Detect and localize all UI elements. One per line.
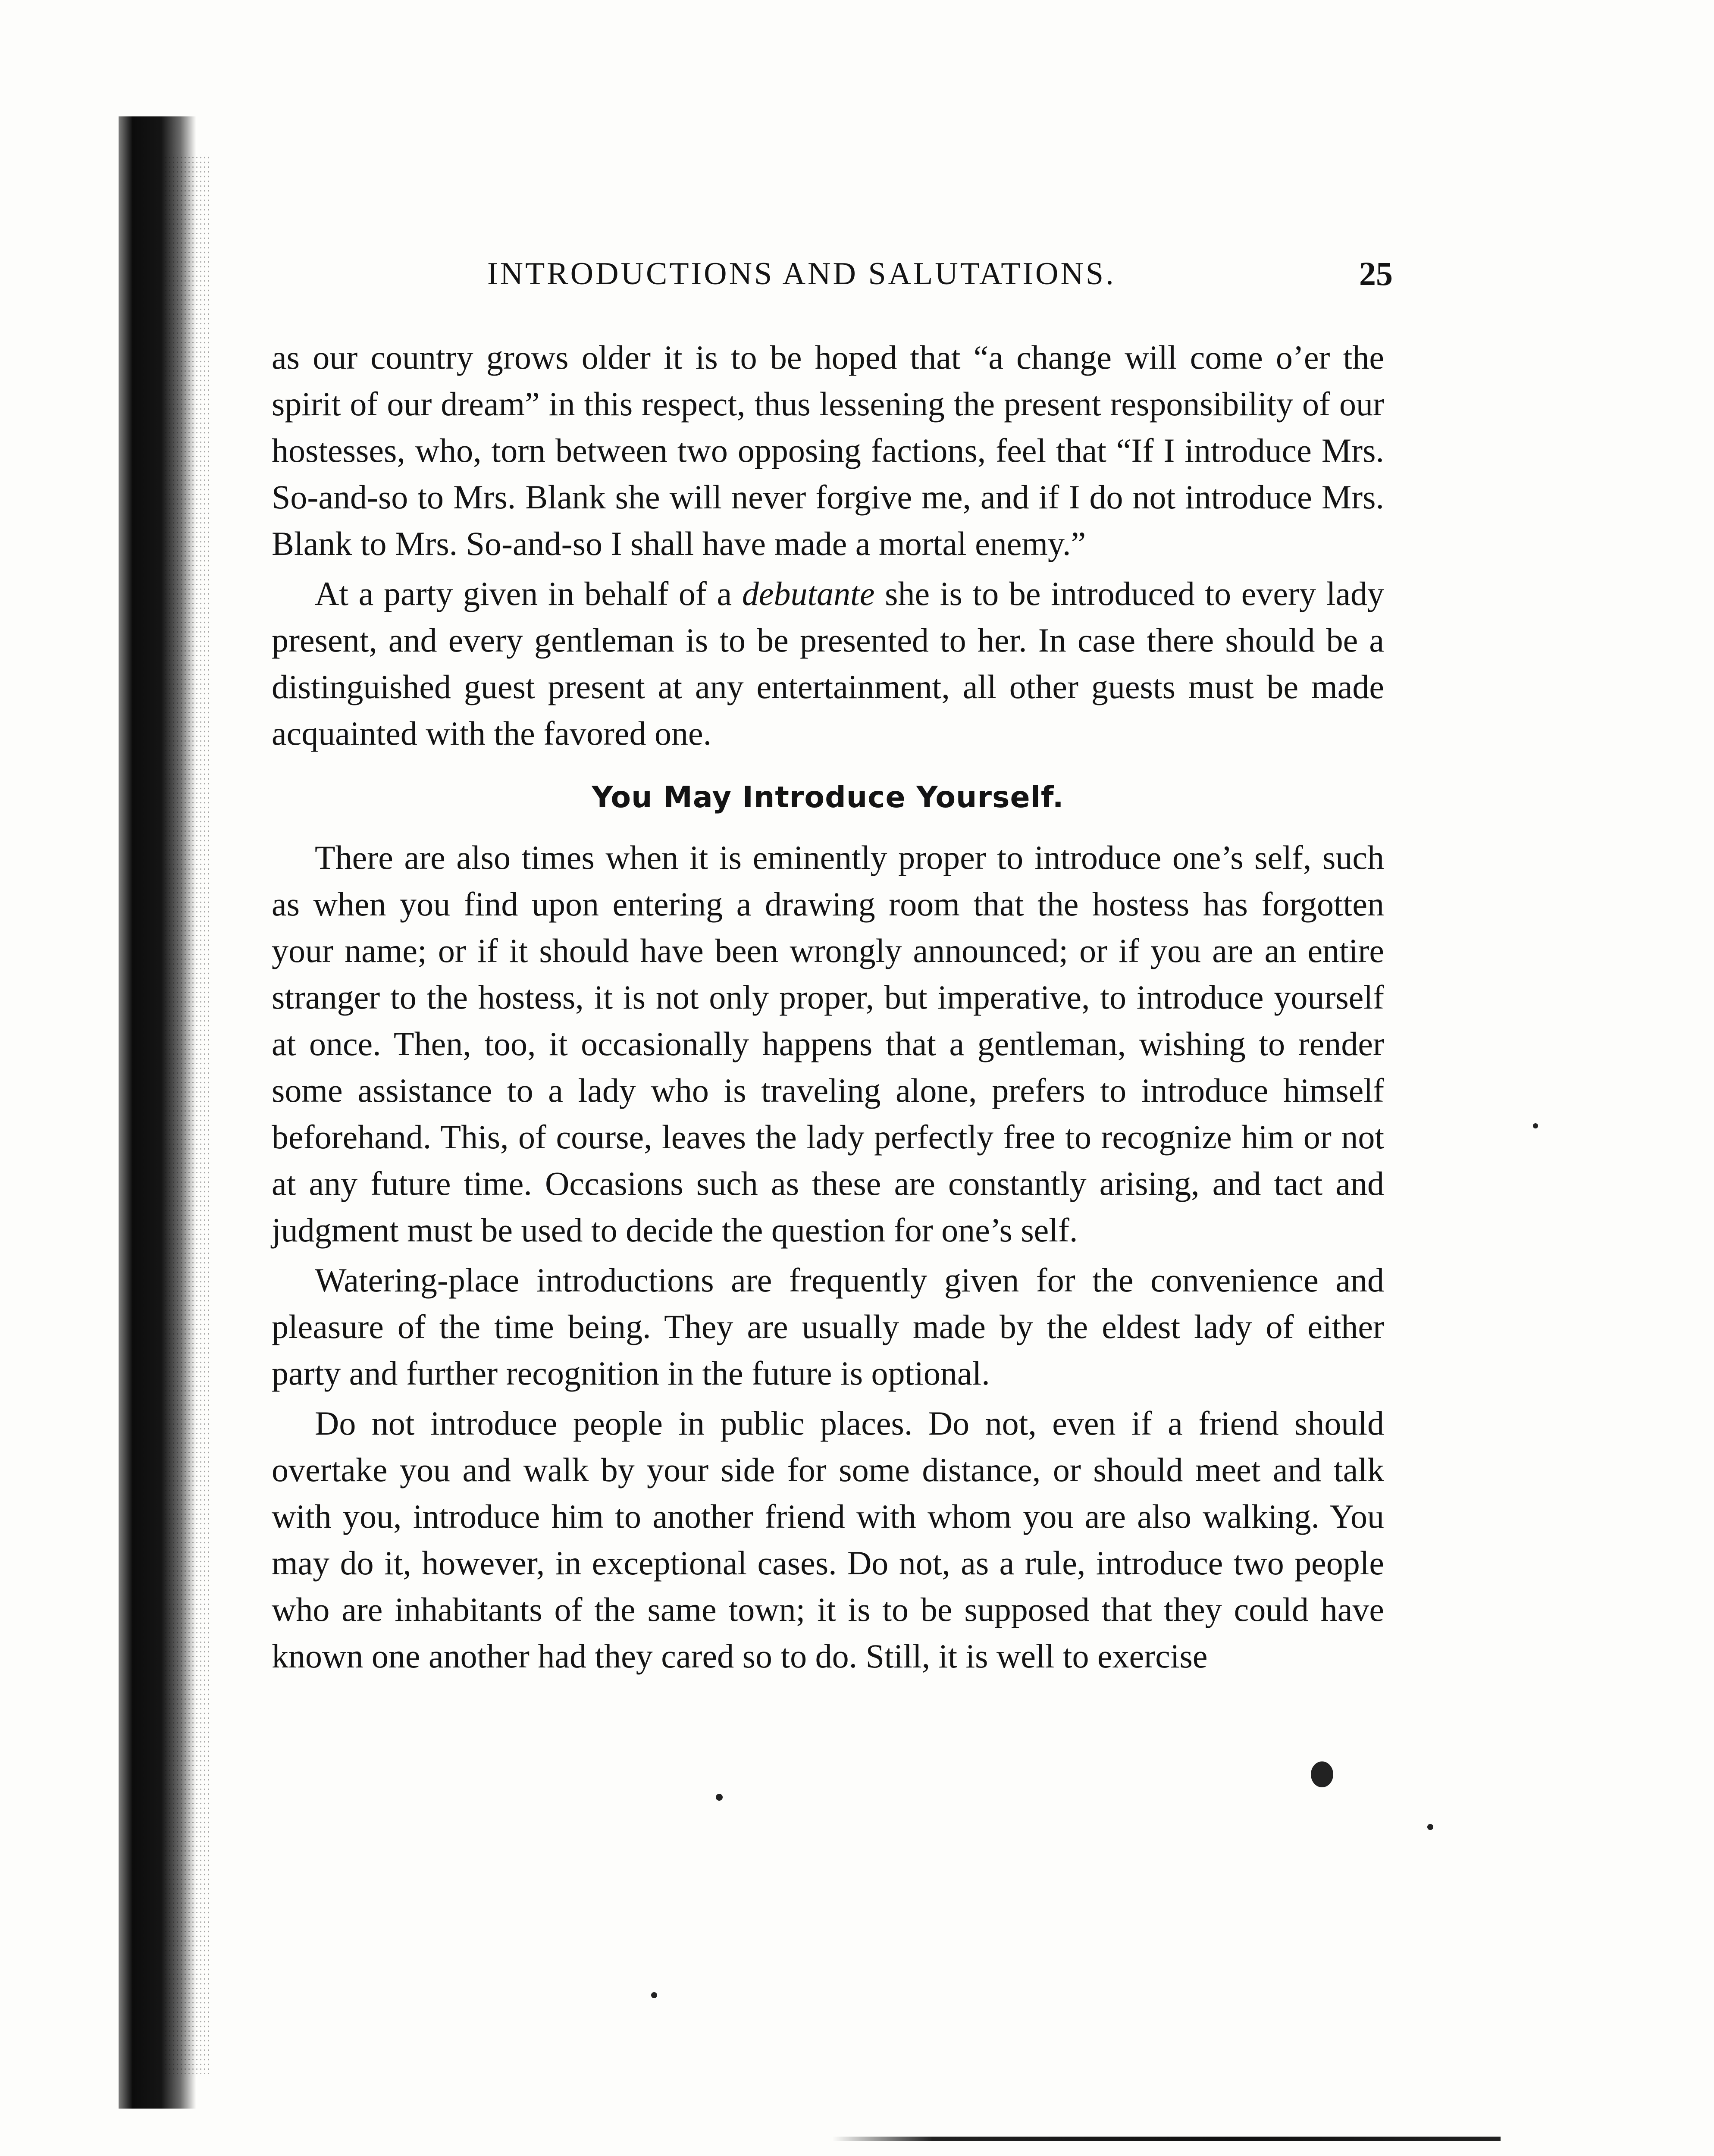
ink-speck [1533, 1123, 1538, 1128]
paragraph-continued: as our country grows older it is to be hoped that “a change will come o’er the spirit of our dream” in this respect, thus lessening the present responsibility of our hostesses, who, torn between two opposing factions, feel that “If I introduce Mrs. So-and-so to Mrs. Blank she will never forgive me, and if I do not introduce Mrs. Blank to Mrs. So-and-so I shall have made a mortal enemy.” [272, 338, 1384, 562]
running-head: INTRODUCTIONS AND SALUTATIONS. [487, 256, 1116, 291]
bottom-rule [832, 2137, 1501, 2141]
paragraph-debutante [272, 570, 1384, 757]
binding-speckle [164, 155, 211, 2074]
paragraph-watering-place: Watering-place introductions are frequently given for the convenience and pleasure of the time being. They are usually made by the eldest lady of either party and further recognition in the future is optional. [272, 1261, 1384, 1392]
page-body [272, 334, 1384, 1683]
paragraph-debutante-before: At a party given in behalf of a [315, 575, 742, 612]
page-number: 25 [1359, 255, 1393, 292]
paragraph-introduce-yourself: There are also times when it is eminently proper to introduce one’s self, such as when you find upon entering a drawing room that the hostess has forgotten your name; or if it should have been wrongly announced; or if you are an entire stranger to the hostess, it is not only proper, but imperative, to introduce yourself at once. Then, too, it occasionally happens that a gentleman, wishing to render some assistance to a lady who is traveling alone, prefers to introduce himself beforehand. This, of course, leaves the lady perfectly free to recognize him or not at any future time. Occasions such as these are constantly arising, and tact and judgment must be used to decide the question for one’s self. [272, 839, 1384, 1249]
paragraph-debutante-after: she is to be introduced to every lady present, and every gentleman is to be presented to her. In case there should be a distinguished guest present at any entertainment, all other guests must be made acquainted with the favored one. [272, 575, 1385, 752]
ink-speck [716, 1794, 723, 1801]
paragraph-public-places: Do not introduce people in public places. Do not, even if a friend should overtake you and walk by your side for some distance, or should meet and talk with you, introduce him to another friend with whom you are also walking. You may do it, however, in exceptional cases. Do not, as a rule, introduce two people who are inhabitants of the same town; it is to be supposed that they could have known one another had they cared so to do. Still, it is well to exercise [272, 1404, 1384, 1675]
page-header [267, 252, 1393, 300]
ink-speck [651, 1992, 657, 1998]
paragraph-debutante-italic: debutante [742, 575, 875, 612]
ink-speck [1427, 1824, 1433, 1830]
ink-speck [1311, 1761, 1333, 1787]
section-heading: You May Introduce Yourself. [592, 780, 1064, 815]
